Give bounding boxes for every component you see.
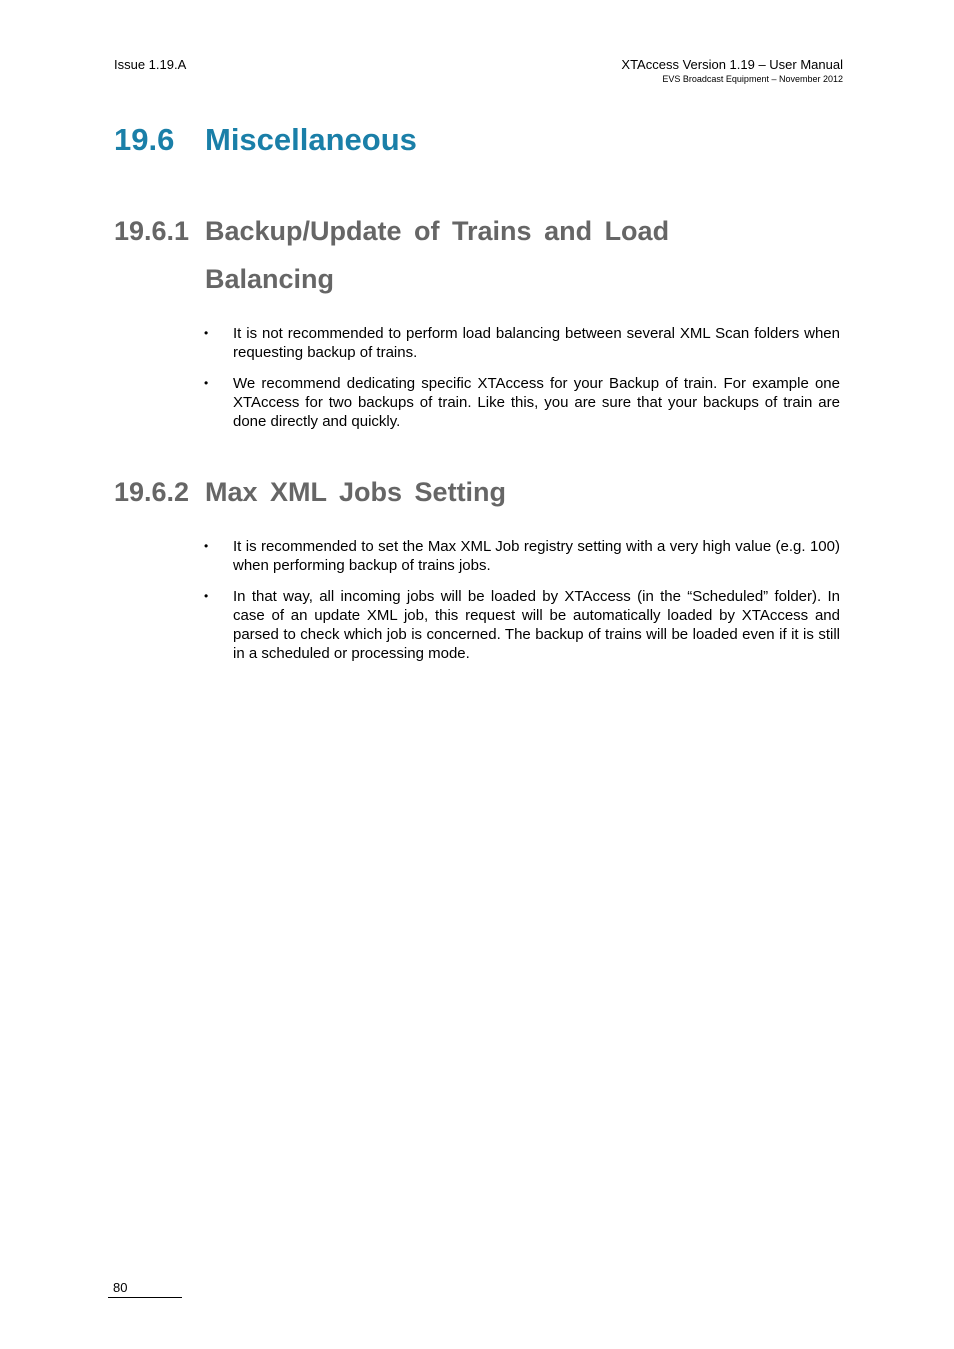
header-subtitle: EVS Broadcast Equipment – November 2012: [662, 74, 843, 84]
bullet-icon: •: [204, 539, 209, 553]
header-title: XTAccess Version 1.19 – User Manual: [621, 57, 843, 72]
page-number: 80: [108, 1279, 182, 1298]
section-heading: [114, 118, 417, 162]
list-item-text: In that way, all incoming jobs will be loaded by XTAccess (in the “Scheduled” folder). In case of an update XML job, this request will be automatically loaded by XTAccess and parsed to check which job is concerned. The backup of trains will be loaded even if it is still in a scheduled or processing mode.: [233, 588, 840, 662]
list-item-text: It is not recommended to perform load balancing between several XML Scan folders when requesting backup of trains.: [233, 325, 840, 361]
section-title: Miscellaneous: [205, 122, 417, 157]
subsection-heading-backup-update: [114, 207, 669, 303]
section-number: 19.6: [114, 122, 175, 157]
subsection-number: 19.6.1: [114, 216, 190, 246]
bullet-list-max-xml-jobs: [204, 537, 840, 675]
bullet-list-backup-update: [204, 324, 840, 443]
bullet-icon: •: [204, 326, 209, 340]
bullet-icon: •: [204, 376, 209, 390]
list-item: [204, 587, 840, 663]
subsection-number: 19.6.2: [114, 477, 190, 507]
header-document-info: [621, 57, 843, 85]
subsection-title-line2: Balancing: [205, 264, 335, 294]
bullet-icon: •: [204, 589, 209, 603]
subsection-heading-max-xml-jobs: [114, 468, 506, 516]
header-issue: Issue 1.19.A: [114, 57, 187, 72]
subsection-title-line1: Max XML Jobs Setting: [205, 477, 507, 507]
list-item: [204, 537, 840, 575]
list-item-text: We recommend dedicating specific XTAccess for your Backup of train. For example one XTAccess for two backups of train. Like this, you are sure that your backups of train are done directly and quickly.: [233, 375, 840, 430]
list-item: [204, 324, 840, 362]
list-item-text: It is recommended to set the Max XML Job registry setting with a very high value (e.g. 100) when performing backup of trains jobs.: [233, 538, 840, 574]
list-item: [204, 374, 840, 431]
subsection-title-line1: Backup/Update of Trains and Load: [205, 216, 670, 246]
